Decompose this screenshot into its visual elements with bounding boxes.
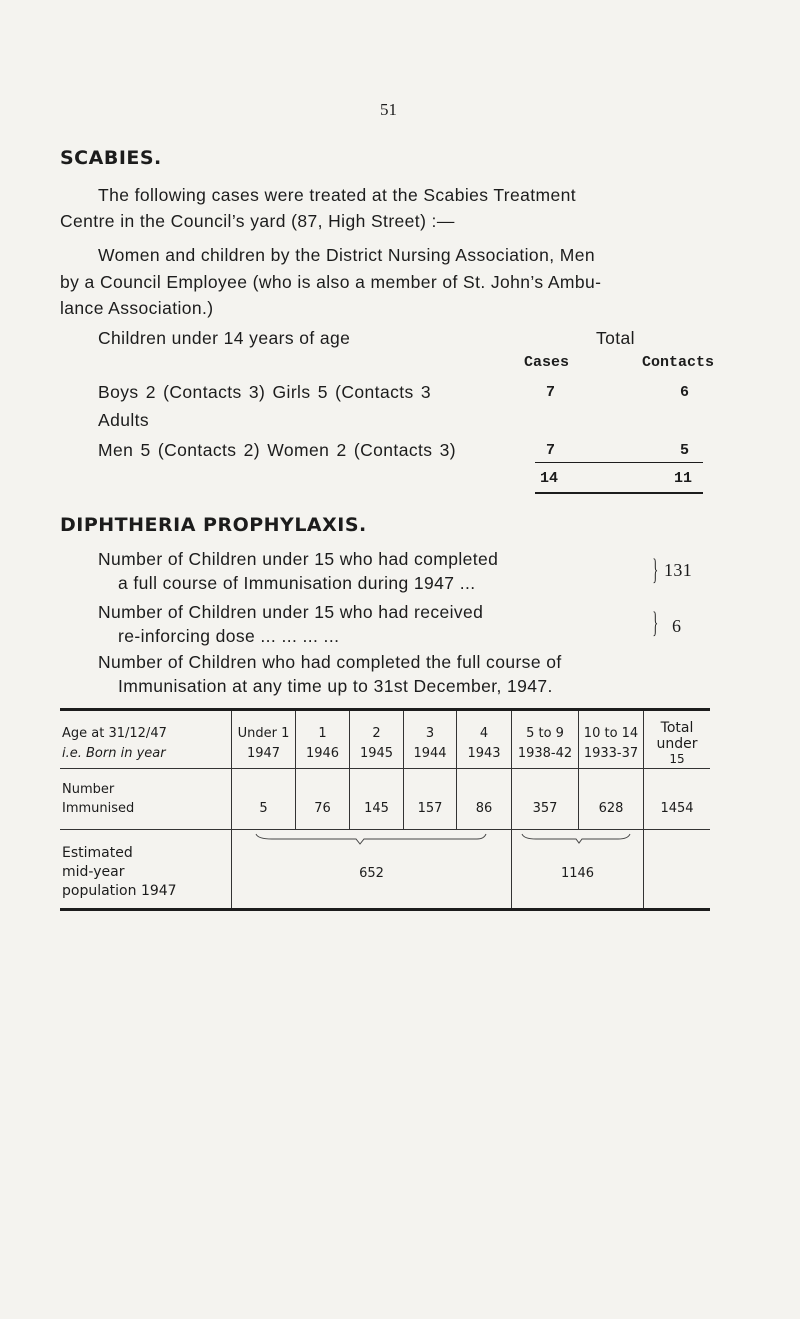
col-header-5to9: 5 to 9 — [526, 726, 564, 741]
col-header-1945: 1945 — [359, 746, 394, 761]
total-cases: 14 — [540, 470, 559, 487]
item1-brace: } — [652, 553, 659, 586]
total-rule-bottom — [535, 492, 703, 494]
col-header-1943: 1943 — [467, 746, 501, 761]
col-header-15: 15 — [669, 752, 685, 766]
total-contacts: 11 — [674, 470, 693, 487]
population-5to14: 1146 — [560, 866, 595, 881]
immunised-label-line2: Immunised — [62, 801, 135, 816]
adults-label: Adults — [98, 410, 150, 430]
item2-line2: re-inforcing dose ... ... ... ... — [118, 626, 340, 646]
men-women-row: Men 5 (Contacts 2) Women 2 (Contacts 3) — [98, 440, 457, 460]
col-header-1938-42: 1938-42 — [517, 746, 573, 761]
page-number: 51 — [380, 100, 397, 119]
immunised-value: 157 — [417, 801, 443, 816]
col-header-1933-37: 1933-37 — [583, 746, 639, 761]
col-header-4: 4 — [479, 726, 489, 741]
item2-line1: Number of Children under 15 who had received — [98, 602, 484, 622]
row-header-line2: i.e. Born in year — [62, 746, 166, 761]
row-divider — [60, 768, 710, 769]
cases-header: Cases — [524, 354, 570, 371]
children-cases: 7 — [546, 384, 556, 401]
scabies-heading: SCABIES. — [60, 147, 162, 169]
immunised-value: 628 — [598, 801, 624, 816]
col-header-under1: Under 1 — [237, 726, 290, 741]
5to14-brace-icon — [512, 832, 644, 846]
item2-value: 6 — [672, 616, 682, 636]
immunised-value: 5 — [259, 801, 268, 816]
col-header-total: Total — [660, 720, 694, 736]
col-header-1947: 1947 — [246, 746, 281, 761]
row-header-line1: Age at 31/12/47 — [62, 726, 167, 741]
scabies-para2-line1: Women and children by the District Nursing Association, Men — [98, 245, 595, 265]
population-under5: 652 — [359, 866, 384, 881]
item1-line1: Number of Children under 15 who had completed — [98, 549, 499, 569]
children-label: Children under 14 years of age — [98, 328, 351, 348]
scabies-para2-line3: lance Association.) — [60, 298, 214, 318]
population-label-line3: population 1947 — [62, 883, 177, 899]
immunised-value: 86 — [475, 801, 493, 816]
population-label-line1: Estimated — [62, 845, 133, 861]
col-header-under: under — [656, 736, 698, 752]
col-header-2: 2 — [372, 726, 381, 741]
scabies-para2-line2: by a Council Employee (who is also a member of St. John’s Ambu- — [60, 272, 602, 292]
row-divider — [60, 829, 710, 830]
item1-value: 131 — [664, 560, 693, 580]
item3-line1: Number of Children who had completed the full course of — [98, 652, 562, 672]
table-top-border — [60, 708, 710, 711]
scabies-para1-line2: Centre in the Council’s yard (87, High Street) :— — [60, 211, 455, 231]
adult-cases: 7 — [546, 442, 556, 459]
scabies-para1-line1: The following cases were treated at the Scabies Treatment — [98, 185, 577, 205]
immunised-value: 76 — [314, 801, 331, 816]
table-bottom-border — [60, 908, 710, 911]
contacts-header: Contacts — [642, 354, 715, 371]
adult-contacts: 5 — [680, 442, 690, 459]
immunised-total: 1454 — [660, 801, 694, 816]
total-rule-top — [535, 462, 703, 463]
col-header-1946: 1946 — [305, 746, 340, 761]
boys-girls-row: Boys 2 (Contacts 3) Girls 5 (Contacts 3 — [98, 382, 432, 402]
col-header-1: 1 — [318, 726, 327, 741]
immunised-value: 145 — [364, 801, 389, 816]
col-header-10to14: 10 to 14 — [583, 726, 639, 741]
col-header-3: 3 — [425, 726, 435, 741]
total-label: Total — [596, 328, 635, 348]
col-header-1944: 1944 — [413, 746, 447, 761]
children-contacts: 6 — [680, 384, 690, 401]
population-label-line2: mid-year — [62, 864, 125, 880]
item1-line2: a full course of Immunisation during 1947 ... — [118, 573, 476, 593]
immunised-label-line1: Number — [62, 782, 115, 797]
immunised-value: 357 — [532, 801, 558, 816]
diphtheria-heading: DIPHTHERIA PROPHYLAXIS. — [60, 514, 367, 536]
under5-brace-icon — [232, 832, 512, 846]
item3-line2: Immunisation at any time up to 31st December, 1947. — [118, 676, 553, 696]
item2-brace: } — [652, 606, 659, 639]
